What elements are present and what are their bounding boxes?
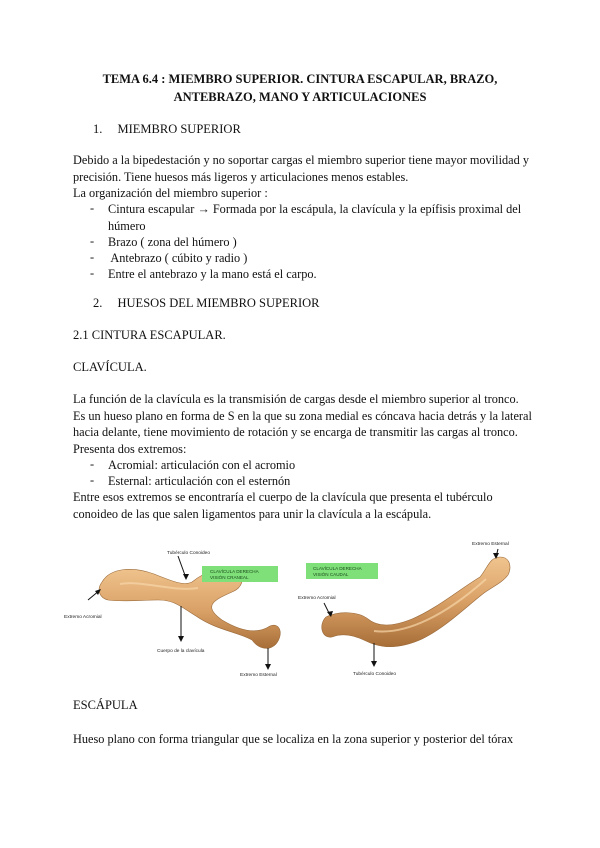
clav-line: hacia delante, tiene movimiento de rotación y se encarga de transmitir las cargas al tronco.	[73, 425, 518, 439]
cuerpo-line-1: Entre esos extremos se encontraría el cuerpo de la clavícula que presenta el tubérculo	[73, 490, 493, 504]
section-2-number: 2.	[93, 296, 103, 310]
list-item	[108, 201, 538, 234]
label-tuberculo-conoideo-right: Tubérculo Conoideo	[353, 672, 397, 677]
list-item: Brazo ( zona del húmero )	[108, 235, 237, 249]
caption-left-line-1: CLAVÍCULA DERECHA	[210, 569, 259, 574]
list-item: Esternal: articulación con el esternón	[108, 474, 291, 488]
clav-line: Presenta dos extremos:	[73, 441, 187, 456]
label-extremo-acromial: Extremo Acromial	[64, 615, 102, 620]
clavicle-caudal-figure	[296, 535, 546, 685]
label-extremo-acromial-right: Extremo Acromial	[298, 596, 336, 601]
para-1-line-2: precisión. Tiene huesos más ligeros y articulaciones menos estables.	[73, 169, 409, 184]
para-cuerpo	[73, 489, 543, 522]
clav-line: La función de la clavícula es la transmisión de cargas desde el miembro superior al tronco.	[73, 392, 519, 406]
para-1-line-1: Debido a la bipedestación y no soportar cargas el miembro superior tiene mayor movilidad y	[73, 153, 529, 167]
section-2-heading	[93, 296, 320, 311]
list-dash: -	[90, 201, 95, 215]
label-tuberculo-conoideo: Tubérculo Conoideo	[167, 551, 211, 556]
list-item: Antebrazo ( cúbito y radio )	[108, 251, 248, 265]
caption-right-line-2: VISIÓN CAUDAL	[313, 572, 349, 577]
list-dash: -	[90, 266, 95, 280]
section-2-label: HUESOS DEL MIEMBRO SUPERIOR	[117, 296, 320, 310]
list-dash: -	[90, 250, 95, 264]
cuerpo-line-2: conoideo de las que salen ligamentos para unir la clavícula a la escápula.	[73, 506, 432, 521]
section-1-number: 1.	[93, 122, 103, 136]
para-clavicula	[73, 391, 543, 457]
list-dash: -	[90, 457, 95, 471]
clavicle-cranial-figure	[62, 540, 292, 680]
section-1-label: MIEMBRO SUPERIOR	[117, 122, 241, 136]
org-intro: La organización del miembro superior :	[73, 186, 268, 200]
label-cuerpo-clavicula: Cuerpo de la clavícula	[157, 649, 205, 654]
para-escapula: Hueso plano con forma triangular que se localiza en la zona superior y posterior del tórax	[73, 732, 514, 746]
page-title	[60, 70, 540, 106]
list-item: Acromial: articulación con el acromio	[108, 458, 296, 472]
label-extremo-esternal: Extremo Esternal	[240, 673, 277, 678]
list-dash: -	[90, 234, 95, 248]
title-line-1: TEMA 6.4 : MIEMBRO SUPERIOR. CINTURA ESCAPULAR, BRAZO,	[102, 72, 498, 86]
org-item-1-line-1: Cintura escapular → Formada por la escápula, la clavícula y la epífisis proximal del	[108, 202, 522, 216]
org-item-1-line-2: húmero	[108, 218, 146, 233]
section-1-heading	[93, 122, 241, 137]
para-bipedestacion	[73, 152, 543, 202]
list-dash: -	[90, 473, 95, 487]
subsection-2-1-heading: 2.1 CINTURA ESCAPULAR.	[73, 328, 226, 342]
caption-right-line-1: CLAVÍCULA DERECHA	[313, 566, 362, 571]
title-line-2: ANTEBRAZO, MANO Y ARTICULACIONES	[173, 90, 427, 104]
clav-line: Es un hueso plano en forma de S en la que su zona medial es cóncava hacia detrás y la lateral	[73, 408, 532, 423]
escapula-heading: ESCÁPULA	[73, 698, 138, 712]
caption-left-line-2: VISIÓN CRANEAL	[210, 575, 249, 580]
label-extremo-esternal-right: Extremo Esternal	[472, 542, 509, 547]
clavicula-heading: CLAVÍCULA.	[73, 360, 147, 374]
list-item: Entre el antebrazo y la mano está el carpo.	[108, 267, 317, 281]
